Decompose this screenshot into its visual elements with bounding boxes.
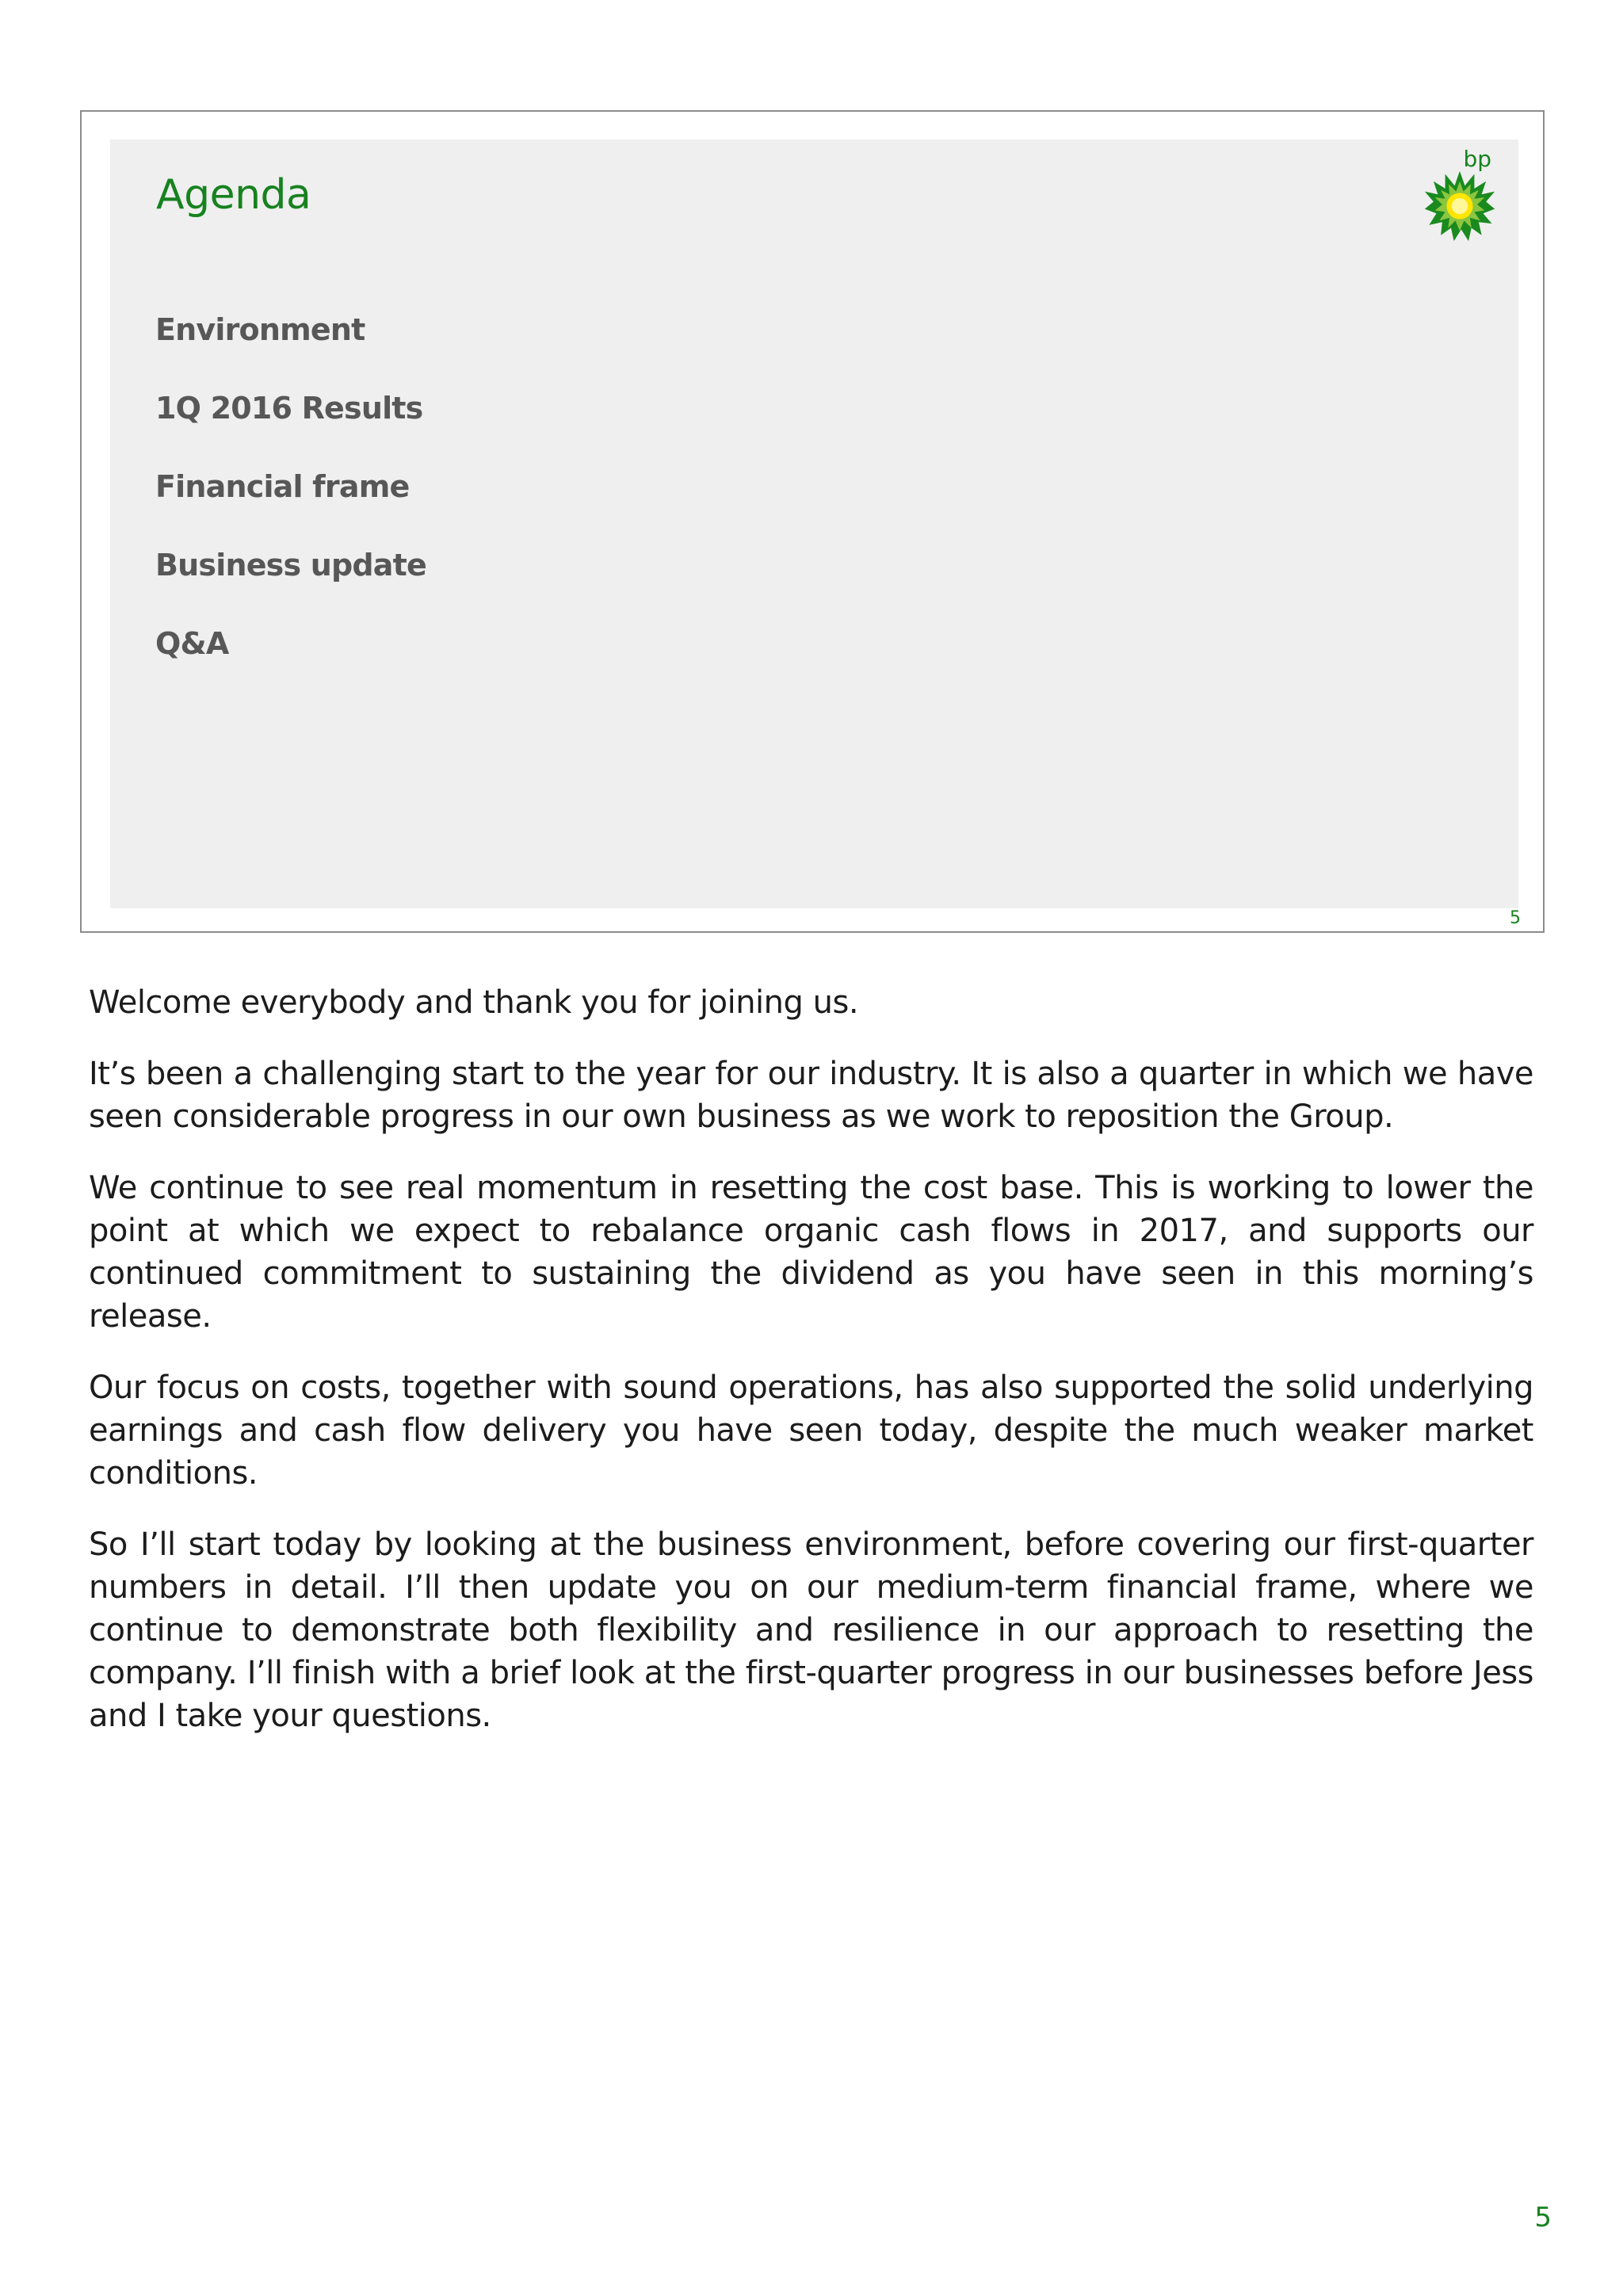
paragraph-cost-base: We continue to see real momentum in resetting the cost base. This is working to lower the point at which we expect to rebalance organic cash flows in 2017, and supports our continued commitment to sustaining the dividend as you have seen in this morning’s release. bbox=[89, 1170, 1533, 1335]
bp-logo-text: bp bbox=[1463, 146, 1491, 172]
body-text bbox=[89, 981, 1533, 1766]
agenda-item-financial-frame: Financial frame bbox=[155, 469, 410, 504]
agenda-item-environment: Environment bbox=[155, 312, 365, 347]
slide-panel bbox=[110, 139, 1518, 908]
agenda-item-business-update: Business update bbox=[155, 548, 426, 583]
paragraph-outline: So I’ll start today by looking at the business environment, before covering our first-quarter numbers in detail. I’ll then update you on our medium-term financial frame, where we continue to demonstrate both flexibility and resilience in our approach to resetting the company. I’ll finish with a brief look at the first-quarter progress in our businesses before Jess and I take your questions. bbox=[89, 1526, 1533, 1734]
bp-helios-icon bbox=[1423, 170, 1496, 243]
page-number: 5 bbox=[1534, 2202, 1552, 2233]
bp-logo bbox=[1426, 146, 1506, 249]
agenda-list bbox=[155, 312, 426, 705]
paragraph-welcome: Welcome everybody and thank you for joining us. bbox=[89, 984, 859, 1021]
agenda-item-qa: Q&A bbox=[155, 626, 229, 661]
slide-title: Agenda bbox=[156, 171, 311, 219]
slide-number: 5 bbox=[1510, 908, 1521, 928]
agenda-item-results: 1Q 2016 Results bbox=[155, 391, 423, 426]
paragraph-challenging-start: It’s been a challenging start to the year for our industry. It is also a quarter in which we have seen considerable progress in our own business as we work to reposition the Group. bbox=[89, 1056, 1533, 1135]
slide-frame bbox=[80, 110, 1545, 933]
paragraph-focus-on-costs: Our focus on costs, together with sound operations, has also supported the solid underlying earnings and cash flow delivery you have seen today, despite the much weaker market conditions. bbox=[89, 1370, 1533, 1492]
